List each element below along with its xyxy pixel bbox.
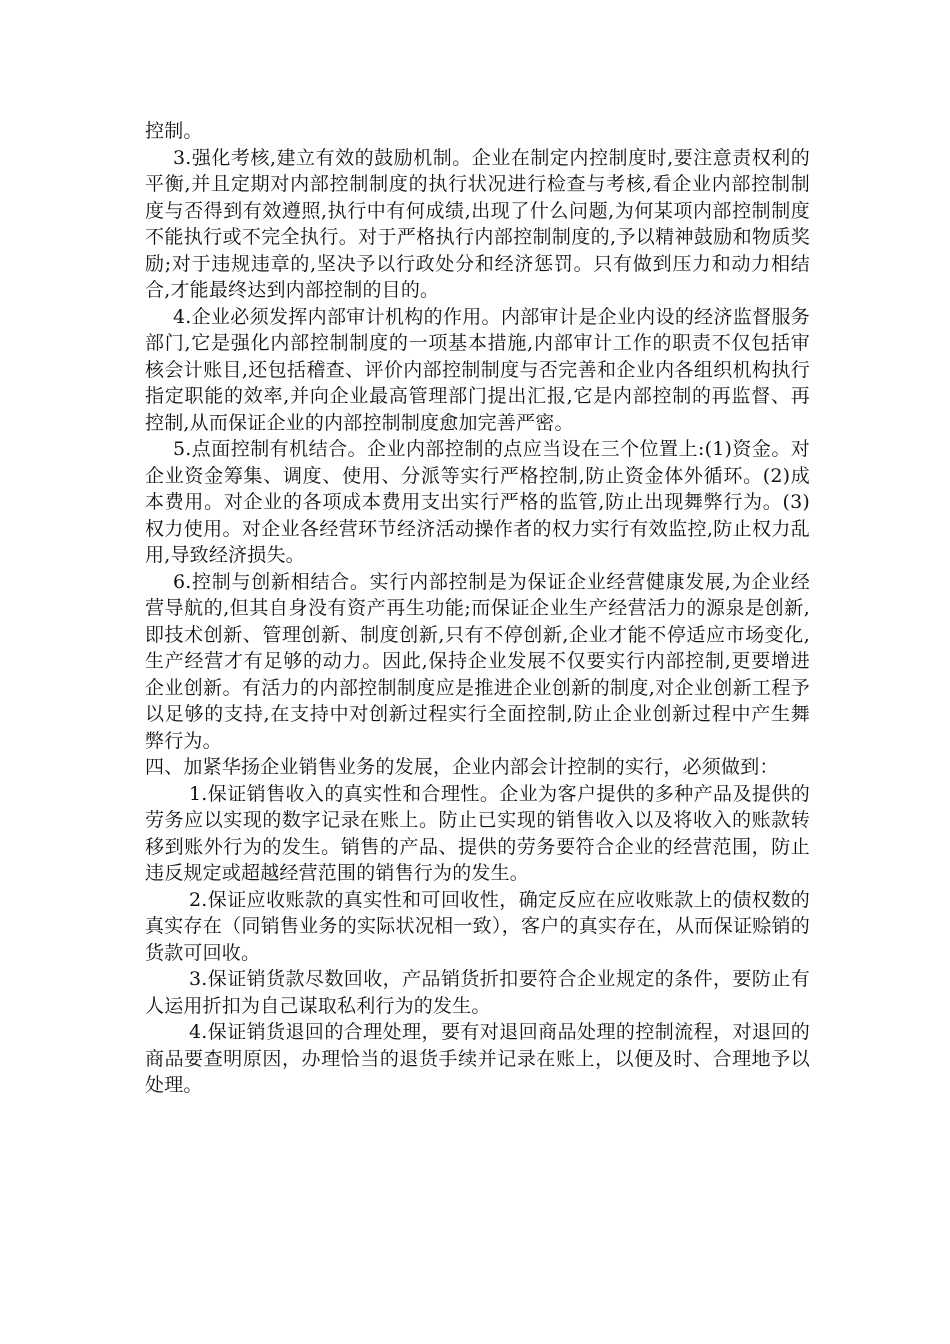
- paragraph-assessment-incentive: 3.强化考核,建立有效的鼓励机制。企业在制定内控制度时,要注意责权利的平衡,并且定期对内部控制制度的执行状况进行检查与考核,看企业内部控制制度与否得到有效遵照,执行中有何成绩,出现了什么问题,为何某项内部控制制度不能执行或不完全执行。对于严格执行内部控制制度的,予以精神鼓励和物质奖励;对于违规违章的,坚决予以行政处分和经济惩罚。只有做到压力和动力相结合,才能最终达到内部控制的目的。: [145, 146, 810, 301]
- paragraph-sales-returns: 4.保证销货退回的合理处理，要有对退回商品处理的控制流程，对退回的商品要查明原因，办理恰当的退货手续并记录在账上，以便及时、合理地予以处理。: [145, 1021, 810, 1096]
- paragraph-receivables: 2.保证应收账款的真实性和可回收性，确定反应在应收账款上的债权数的真实存在（同销售业务的实际状况相一致），客户的真实存在，从而保证赊销的货款可回收。: [145, 888, 810, 964]
- document-body: [145, 118, 810, 1099]
- paragraph-internal-audit: 4.企业必须发挥内部审计机构的作用。内部审计是企业内设的经济监督服务部门,它是强化内部控制制度的一项基本措施,内部审计工作的职责不仅包括审核会计账目,还包括稽查、评价内部控制制度与否完善和企业内各组织机构执行指定职能的效率,并向企业最高管理部门提出汇报,它是内部控制的再监督、再控制,从而保证企业的内部控制制度愈加完善严密。: [145, 305, 810, 434]
- paragraph-sales-revenue: 1.保证销售收入的真实性和合理性。企业为客户提供的多种产品及提供的劳务应以实现的数字记录在账上。防止已实现的销售收入以及将收入的账款转移到账外行为的发生。销售的产品、提供的劳务要符合企业的经营范围，防止违反规定或超越经营范围的销售行为的发生。: [145, 782, 810, 884]
- paragraph-point-area-control: 5.点面控制有机结合。企业内部控制的点应当设在三个位置上:(1)资金。对企业资金筹集、调度、使用、分派等实行严格控制,防止资金体外循环。(2)成本费用。对企业的各项成本费用支出实行严格的监管,防止出现舞弊行为。(3)权力使用。对企业各经营环节经济活动操作者的权力实行有效监控,防止权力乱用,导致经济损失。: [145, 438, 810, 566]
- paragraph-payment-collection: 3.保证销货款尽数回收，产品销货折扣要符合企业规定的条件，要防止有人运用折扣为自己谋取私利行为的发生。: [145, 968, 810, 1017]
- section-heading-sales: 四、加紧华扬企业销售业务的发展，企业内部会计控制的实行，必须做到：: [145, 756, 779, 778]
- paragraph-continuation: 控制。: [145, 120, 203, 142]
- paragraph-control-innovation: 6.控制与创新相结合。实行内部控制是为保证企业经营健康发展,为企业经营导航的,但其自身没有资产再生功能;而保证企业生产经营活力的源泉是创新,即技术创新、管理创新、制度创新,只有不停创新,企业才能不停适应市场变化,生产经营才有足够的动力。因此,保持企业发展不仅要实行内部控制,更要增进企业创新。有活力的内部控制制度应是推进企业创新的制度,对企业创新工程予以足够的支持,在支持中对创新过程实行全面控制,防止企业创新过程中产生舞弊行为。: [145, 570, 810, 752]
